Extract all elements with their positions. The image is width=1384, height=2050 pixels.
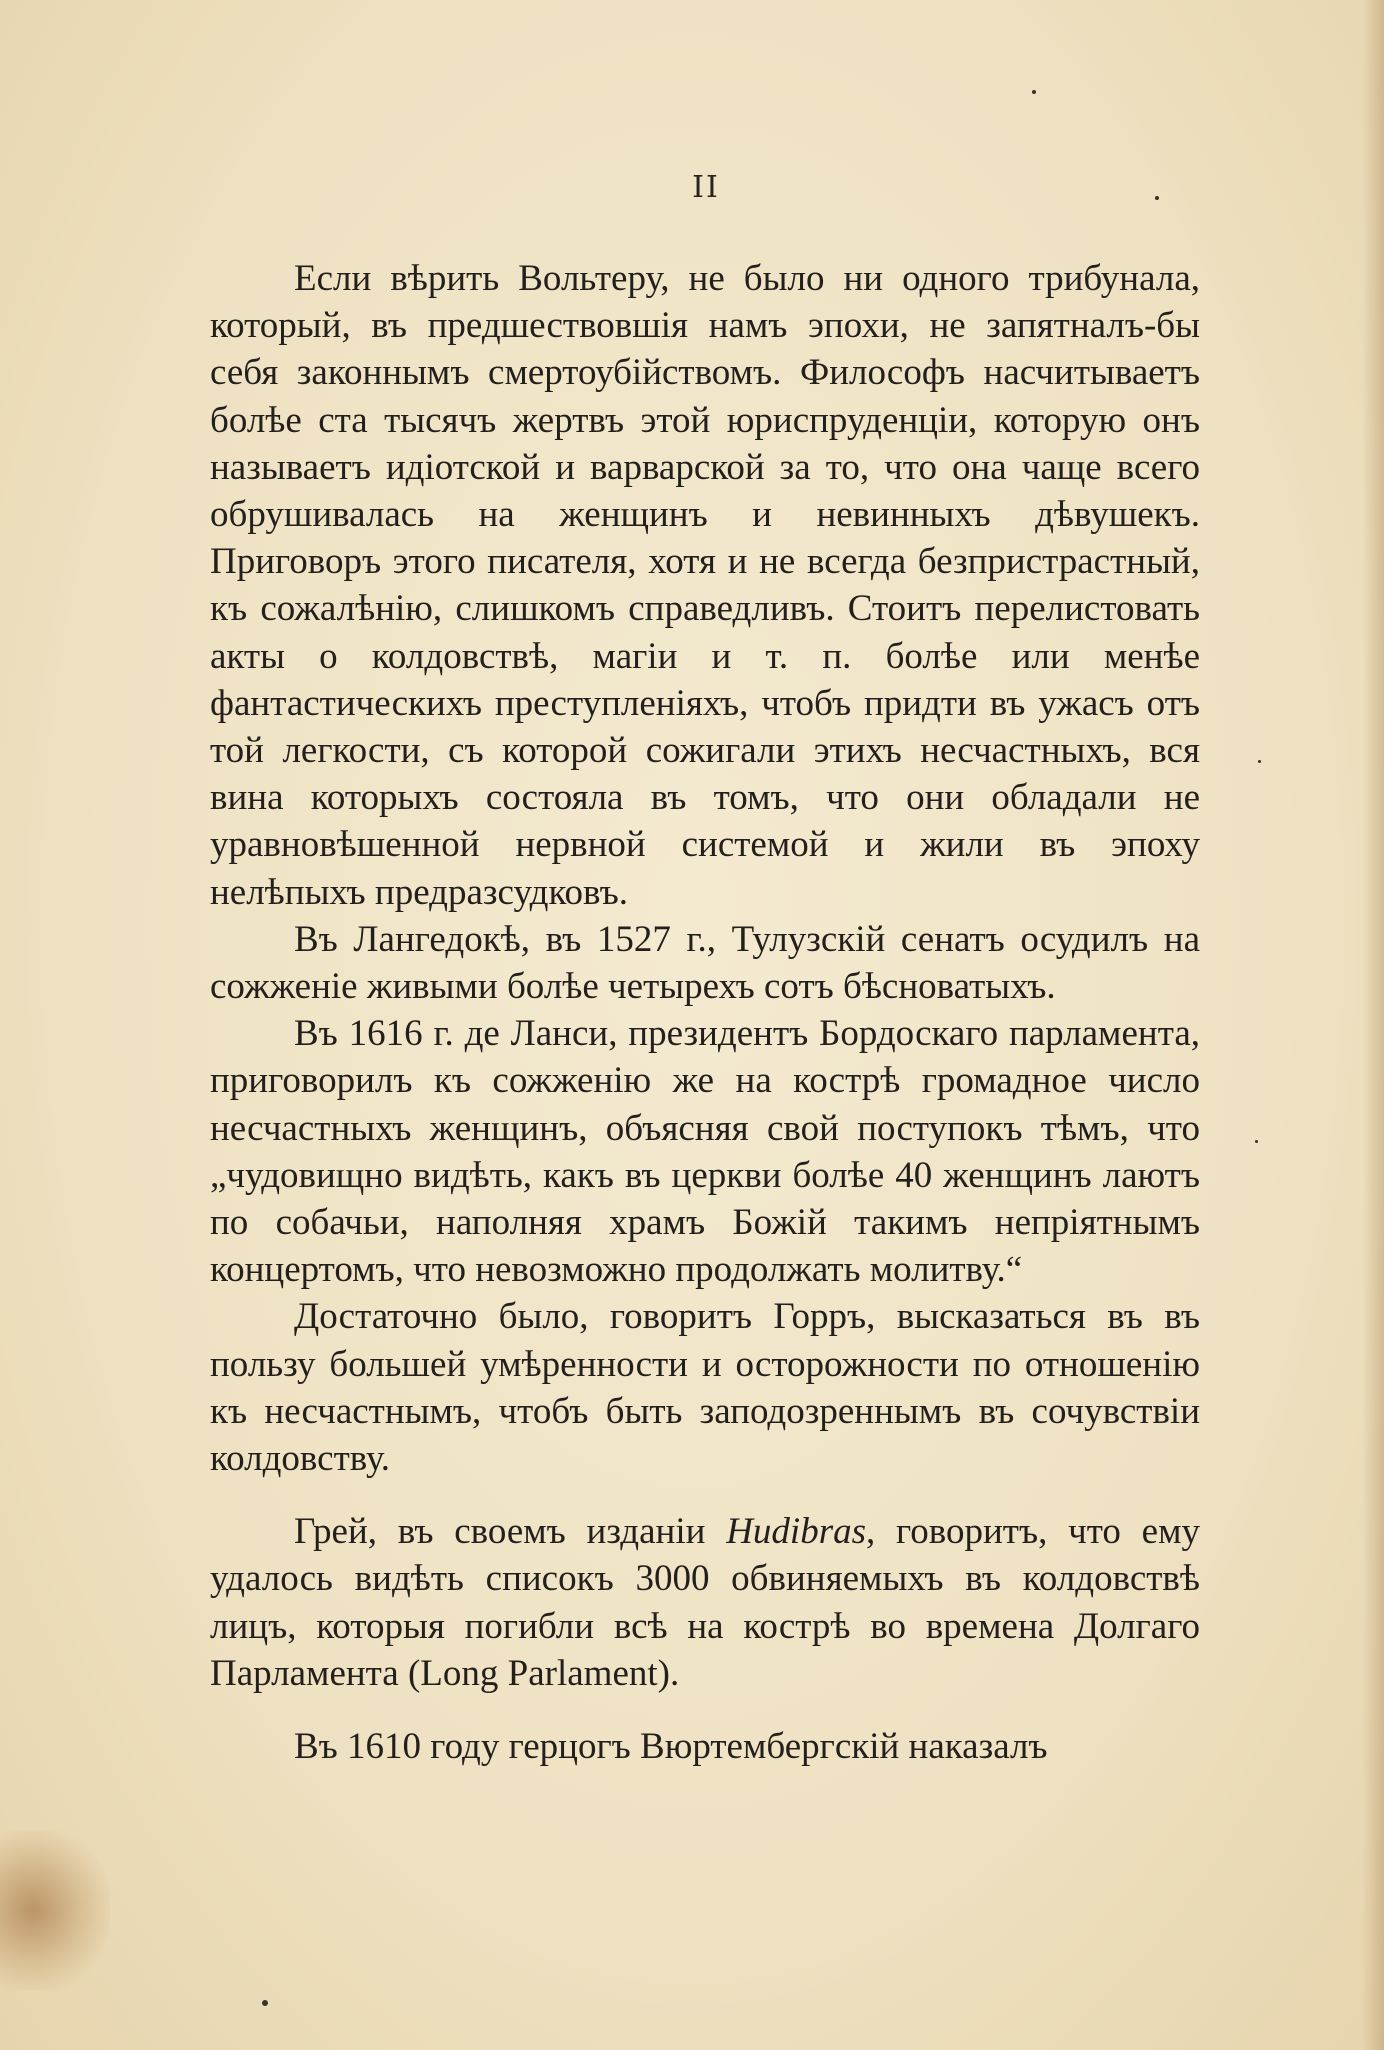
- ink-speck: [1032, 90, 1036, 94]
- page-number: II: [692, 170, 720, 205]
- body-text: [210, 255, 1200, 1770]
- paragraph-text: Грей, въ своемъ изданіи: [294, 1511, 727, 1553]
- paragraph: Въ Лангедокѣ, въ 1527 г., Тулузскій сенатъ осудилъ на сожженіе живыми болѣе четырехъ сотъ бѣсноватыхъ.: [210, 918, 1200, 1008]
- page-edge-shadow: [1362, 0, 1384, 2050]
- paragraph: Въ 1610 году герцогъ Вюртембергскій наказалъ: [294, 1726, 1048, 1768]
- ink-speck: [1258, 760, 1261, 763]
- book-title-italic: Hudibras: [726, 1511, 867, 1553]
- paragraph: Въ 1616 г. де Ланси, президентъ Бордоскаго парламента, приговорилъ къ сожженію же на кострѣ громадное число несчастныхъ женщинъ, объясняя свой поступокъ тѣмъ, что „чудовищно видѣть, какъ въ церкви болѣе 40 женщинъ лаютъ по собачьи, наполняя храмъ Божій такимъ непріятнымъ концертомъ, что невозможно продолжать молитву.“: [210, 1013, 1200, 1291]
- paragraph: Достаточно было, говоритъ Горръ, высказаться въ въ пользу большей умѣренности и осторожности по отношенію къ несчастнымъ, чтобъ быть заподозреннымъ въ сочувствіи колдовству.: [210, 1296, 1200, 1480]
- paragraph-text: , говоритъ, что ему удалось видѣть списокъ 3000 обвиняемыхъ въ колдовствѣ лицъ, которыя погибли всѣ на кострѣ во времена Долгаго Парламента (Long Parlament).: [210, 1511, 1200, 1694]
- ink-speck: [262, 2000, 268, 2006]
- ink-speck: [1255, 1140, 1258, 1143]
- paragraph: [210, 1508, 1200, 1697]
- paragraph: Если вѣрить Вольтеру, не было ни одного трибунала, который, въ предшествовшія намъ эпохи, не запятналъ-бы себя законнымъ смертоубійствомъ. Философъ насчитываетъ болѣе ста тысячъ жертвъ этой юриспруденціи, которую онъ называетъ идіотской и варварской за то, что она чаще всего обрушивалась на женщинъ и невинныхъ дѣвушекъ. Приговоръ этого писателя, хотя и не всегда безпристрастный, къ сожалѣнію, слишкомъ справедливъ. Стоитъ перелистовать акты о колдовствѣ, магіи и т. п. болѣе или менѣе фантастическихъ преступленіяхъ, чтобъ придти въ ужасъ отъ той легкости, съ которой сожигали этихъ несчастныхъ, вся вина которыхъ состояла въ томъ, что они обладали не уравновѣшенной нервной системой и жили въ эпоху нелѣпыхъ предразсудковъ.: [210, 258, 1200, 913]
- foxing-stain: [0, 1830, 110, 1990]
